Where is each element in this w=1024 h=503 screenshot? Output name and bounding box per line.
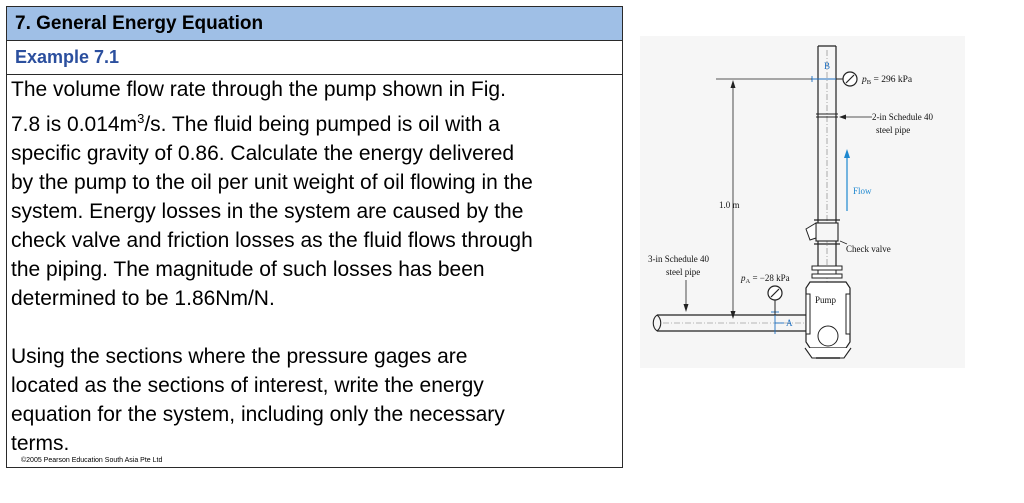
text-line xyxy=(11,104,616,139)
section-title: 7. General Energy Equation xyxy=(7,7,622,41)
text-line: equation for the system, including only the necessary xyxy=(11,403,505,426)
problem-paragraph-2 xyxy=(11,342,616,458)
flow-label: Flow xyxy=(853,186,872,196)
example-slide xyxy=(6,6,623,468)
pump-label: Pump xyxy=(815,295,837,305)
pump xyxy=(805,282,851,358)
figure-background xyxy=(640,36,965,368)
pipe-3in-label-line-1: 3-in Schedule 40 xyxy=(648,254,709,264)
text-line: determined to be 1.86Nm/N. xyxy=(11,287,275,310)
pipe-2in-label-line-1: 2-in Schedule 40 xyxy=(872,112,933,122)
text-line: The volume flow rate through the pump shown in Fig. xyxy=(11,78,506,101)
section-b-label: B xyxy=(824,61,831,71)
text-line: terms. xyxy=(11,432,70,455)
text-line: system. Energy losses in the system are caused by the xyxy=(11,200,524,223)
example-title: Example 7.1 xyxy=(7,41,622,75)
problem-paragraph-1 xyxy=(11,75,616,313)
pipe-2in-label-line-2: steel pipe xyxy=(876,125,911,135)
pump-system-figure xyxy=(640,36,965,368)
text-line: the piping. The magnitude of such losses has been xyxy=(11,258,485,281)
text-line: specific gravity of 0.86. Calculate the energy delivered xyxy=(11,142,515,165)
copyright-notice: ©2005 Pearson Education South Asia Pte Ltd xyxy=(21,457,163,464)
gage-b-reading: $p_B = 296$ kPa xyxy=(862,75,913,86)
section-a-label: A xyxy=(786,318,793,328)
text-line: check valve and friction losses as the fluid flows through xyxy=(11,229,533,252)
problem-text xyxy=(7,75,622,458)
check-valve-label: Check valve xyxy=(846,244,891,254)
pipe-3in-label-line-2: steel pipe xyxy=(666,267,701,277)
text-fragment: 7.8 is 0.014m xyxy=(11,113,138,136)
superscript-exponent: 3 xyxy=(137,111,145,126)
gage-a-reading: $p_A = -28$ kPa xyxy=(741,273,790,285)
text-line: by the pump to the oil per unit weight of oil flowing in the xyxy=(11,171,533,194)
text-fragment: /s. The fluid being pumped is oil with a xyxy=(144,113,500,136)
text-line: Using the sections where the pressure gages are xyxy=(11,345,468,368)
height-label: 1.0 m xyxy=(719,200,740,210)
text-line: located as the sections of interest, write the energy xyxy=(11,374,484,397)
